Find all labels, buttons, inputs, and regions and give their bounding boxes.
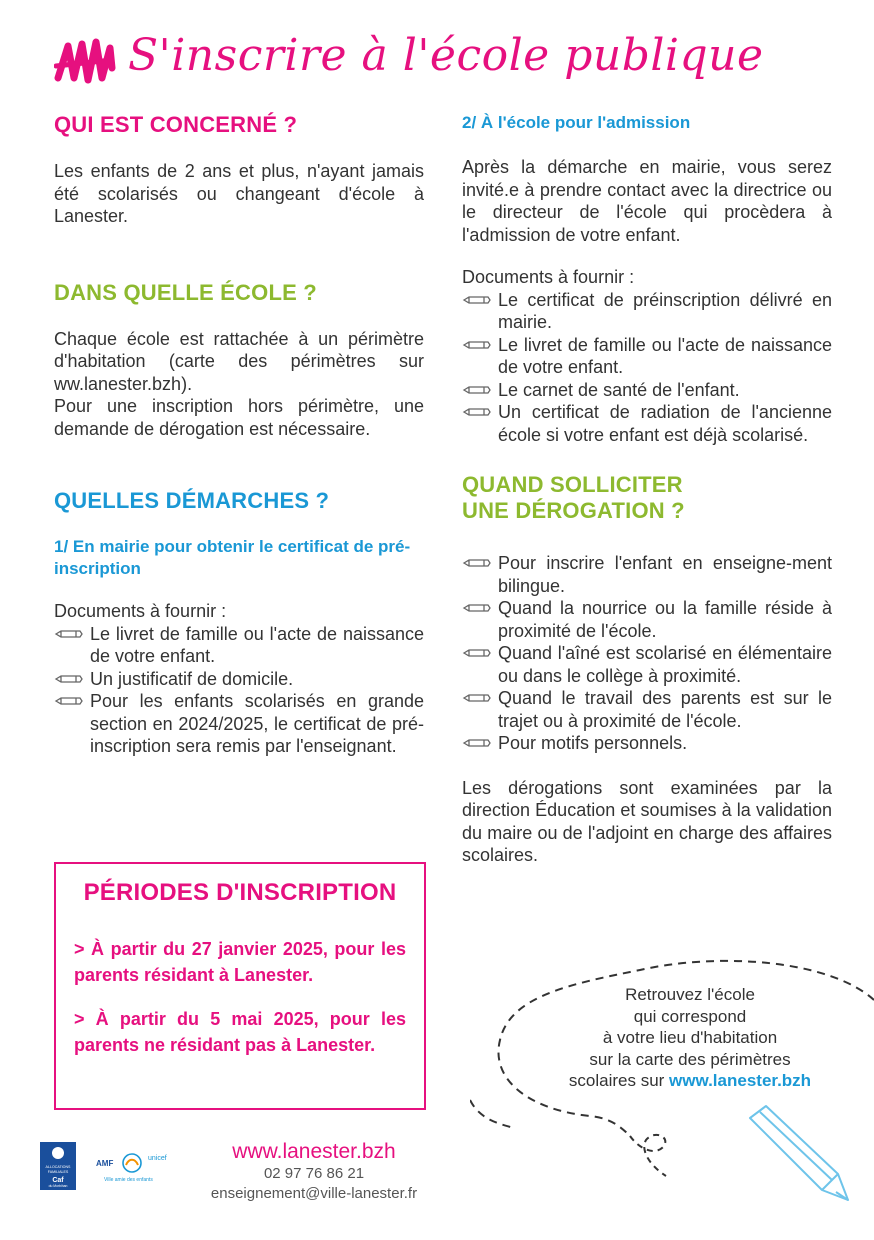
- list-item-text: Pour les enfants scolarisés en grande section en 2024/2025, le certificat de pré-inscription sera remis par l'enseignant.: [90, 691, 424, 756]
- admission-text: Après la démarche en mairie, vous serez invité.e à prendre contact avec la directrice ou le directeur de l'école qui procèdera à l'admission de votre enfant.: [462, 157, 832, 245]
- brush-stroke-icon: [54, 38, 116, 86]
- left-column: [54, 112, 424, 758]
- list-item: [462, 552, 832, 597]
- pencil-bullet-icon: [54, 628, 84, 640]
- list-item-text: Quand le travail des parents est sur le trajet ou à proximité de l'école.: [498, 688, 832, 731]
- pencil-bullet-icon: [462, 737, 492, 749]
- step1-doc-list: [54, 623, 424, 758]
- pencil-bullet-icon: [462, 294, 492, 306]
- caf-line: FAMILIALES: [47, 1170, 69, 1174]
- steps-heading: QUELLES DÉMARCHES ?: [54, 488, 330, 513]
- step2-subheading: 2/ À l'école pour l'admission: [462, 113, 691, 132]
- docs-label: Documents à fournir :: [54, 601, 227, 621]
- list-item-text: Pour motifs personnels.: [498, 733, 688, 753]
- list-item: [462, 289, 832, 334]
- derogation-list: [462, 552, 832, 755]
- list-item: [462, 334, 832, 379]
- pencil-bullet-icon: [462, 406, 492, 418]
- pencil-bullet-icon: [54, 695, 84, 707]
- pencil-bullet-icon: [462, 647, 492, 659]
- list-item-text: Le carnet de santé de l'enfant.: [498, 379, 740, 400]
- unicef-label: unicef: [148, 1155, 167, 1162]
- footer-email[interactable]: enseignement@ville-lanester.fr: [210, 1185, 418, 1202]
- period-item-non-residents: > À partir du 5 mai 2025, pour les parents ne résidant pas à Lanester.: [74, 1009, 406, 1055]
- caf-line: Caf: [52, 1177, 64, 1184]
- list-item-text: Un justificatif de domicile.: [90, 668, 294, 689]
- list-item: [462, 642, 832, 687]
- pencil-bullet-icon: [54, 673, 84, 685]
- unicef-caption: Ville amie des enfants: [104, 1177, 153, 1183]
- caf-line: ALLOCATIONS: [45, 1165, 71, 1169]
- footer-website-link[interactable]: www.lanester.bzh: [232, 1140, 396, 1163]
- list-item: [462, 597, 832, 642]
- bubble-last-prefix: scolaires sur: [568, 1071, 670, 1090]
- amf-unicef-logo: [96, 1150, 184, 1184]
- bubble-line: à votre lieu d'habitation: [602, 1028, 778, 1047]
- list-item: [462, 732, 832, 755]
- caf-logo: [40, 1142, 76, 1190]
- list-item: [54, 668, 424, 691]
- list-item-text: Un certificat de radiation de l'ancienne école si votre enfant est déjà scolarisé.: [498, 402, 832, 445]
- bubble-text: [540, 984, 840, 1092]
- footer-phone: 02 97 76 86 21: [263, 1165, 365, 1182]
- which-school-text: Chaque école est rattachée à un périmètre d'habitation (carte des périmètres sur ww.lanester.bzh).: [54, 328, 424, 394]
- derogation-needed-text: Pour une inscription hors périmètre, une demande de dérogation est nécessaire.: [54, 396, 424, 439]
- list-item-text: Le livret de famille ou l'acte de naissance de votre enfant.: [90, 623, 424, 666]
- list-item-text: Quand la nourrice ou la famille réside à proximité de l'école.: [498, 598, 832, 641]
- derogation-heading-line2: UNE DÉROGATION ?: [462, 498, 685, 523]
- list-item: [54, 690, 424, 758]
- derogation-heading: [462, 472, 832, 524]
- pencil-drawing-icon: [748, 1104, 856, 1204]
- right-column: [462, 112, 832, 867]
- bubble-line: qui correspond: [633, 1006, 747, 1026]
- periods-heading: PÉRIODES D'INSCRIPTION: [83, 879, 397, 906]
- website-link[interactable]: www.lanester.bzh: [669, 1071, 812, 1090]
- step2-doc-list: [462, 289, 832, 447]
- page-title: S'inscrire à l'école publique: [128, 30, 764, 81]
- list-item-text: Le livret de famille ou l'acte de naissance de votre enfant.: [498, 334, 832, 377]
- step1-subheading: 1/ En mairie pour obtenir le certificat de pré-inscription: [54, 537, 411, 578]
- pencil-bullet-icon: [462, 384, 492, 396]
- list-item: [462, 379, 832, 402]
- caf-line: du Morbihan: [48, 1184, 68, 1188]
- period-item-residents: > À partir du 27 janvier 2025, pour les parents résidant à Lanester.: [74, 939, 406, 985]
- list-item: [462, 401, 832, 446]
- list-item: [54, 623, 424, 668]
- pencil-bullet-icon: [462, 339, 492, 351]
- list-item-text: Quand l'aîné est scolarisé en élémentaire ou dans le collège à proximité.: [498, 643, 832, 686]
- docs-label: Documents à fournir :: [462, 267, 635, 287]
- bubble-line: Retrouvez l'école: [625, 985, 755, 1004]
- bubble-line: sur la carte des périmètres: [589, 1049, 791, 1069]
- derogation-note: Les dérogations sont examinées par la direction Éducation et soumises à la validation du maire ou de l'adjoint en charge des affaires scolaires.: [462, 777, 832, 865]
- which-school-heading: DANS QUELLE ÉCOLE ?: [54, 279, 317, 305]
- who-heading: QUI EST CONCERNÉ ?: [54, 112, 298, 137]
- who-text: Les enfants de 2 ans et plus, n'ayant jamais été scolarisés ou changeant d'école à Lanester.: [54, 161, 424, 226]
- registration-periods-box: [54, 862, 426, 1110]
- derogation-heading-line1: QUAND SOLLICITER: [462, 472, 683, 497]
- pencil-bullet-icon: [462, 692, 492, 704]
- pencil-bullet-icon: [462, 602, 492, 614]
- footer-contact: [196, 1140, 432, 1204]
- bubble-line: [540, 1070, 840, 1092]
- list-item: [462, 687, 832, 732]
- list-item-text: Pour inscrire l'enfant en enseigne-ment bilingue.: [498, 553, 832, 596]
- list-item-text: Le certificat de préinscription délivré en mairie.: [498, 289, 832, 332]
- pencil-bullet-icon: [462, 557, 492, 569]
- amf-label: AMF: [96, 1159, 114, 1168]
